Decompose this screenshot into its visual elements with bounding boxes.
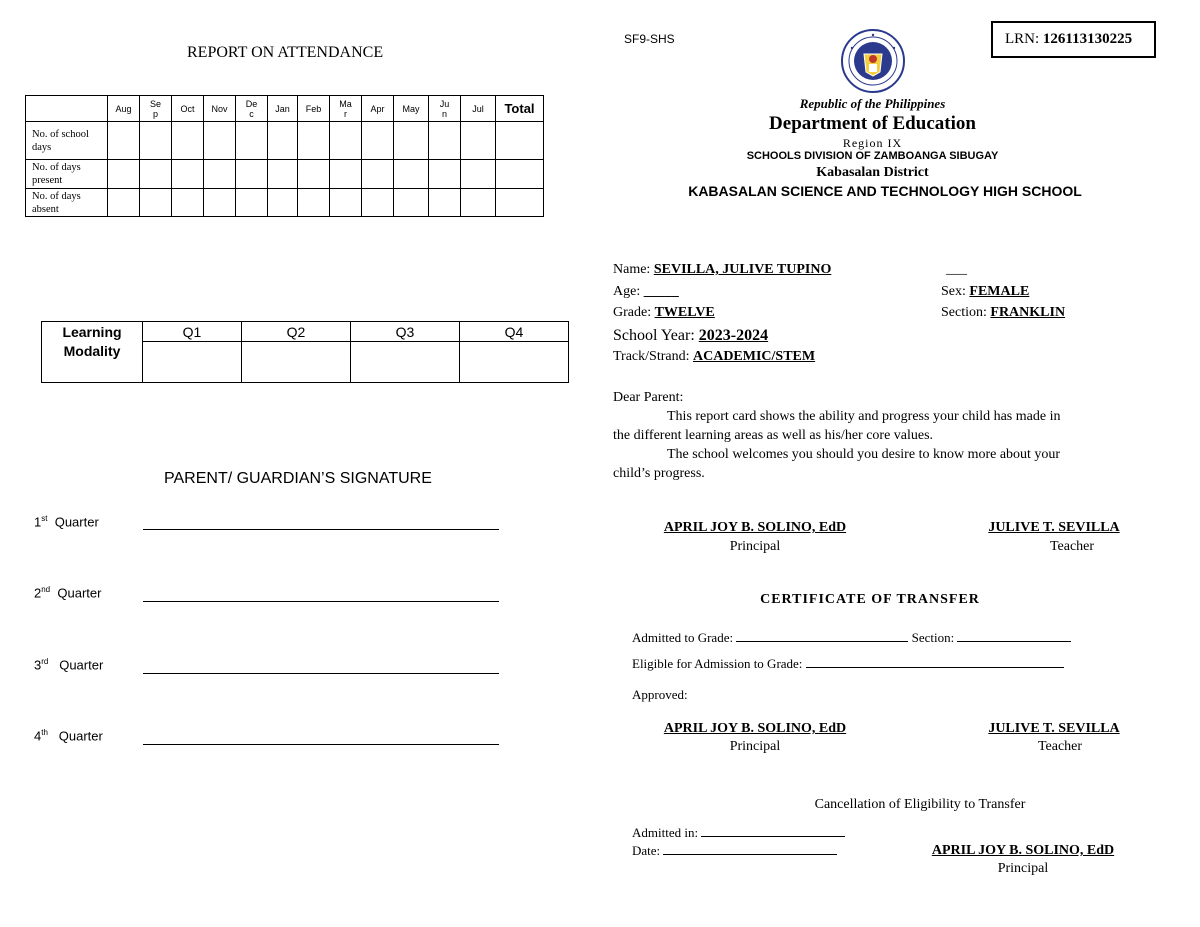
quarter-header: Q1: [143, 322, 242, 342]
month-header: Ju n: [429, 96, 461, 122]
quarter-label-1: 1st Quarter: [34, 514, 99, 530]
teacher-name: JULIVE T. SEVILLA: [988, 520, 1120, 535]
lrn-value: 126113130225: [1042, 31, 1133, 47]
approved-label: Approved:: [632, 687, 688, 702]
learning-modality-table: [41, 321, 569, 383]
modality-cell: [460, 342, 569, 383]
age-value: _____: [643, 284, 679, 299]
republic-line: Republic of the Philippines: [799, 96, 946, 111]
section-row: Section: FRANKLIN: [941, 305, 1066, 320]
certificate-title: CERTIFICATE OF TRANSFER: [760, 592, 980, 607]
section-blank[interactable]: [957, 641, 1071, 642]
grade-value: TWELVE: [654, 305, 715, 320]
track-row: Track/Strand: ACADEMIC/STEM: [613, 349, 816, 364]
quarter-label-4: 4th Quarter: [34, 728, 103, 744]
form-code: SF9-SHS: [624, 32, 675, 46]
month-header: May: [394, 96, 429, 122]
principal-name-2: APRIL JOY B. SOLINO, EdD: [663, 721, 847, 736]
admitted-grade-blank[interactable]: [736, 641, 908, 642]
quarter-header: Q3: [351, 322, 460, 342]
date-row: Date:: [632, 843, 837, 859]
name-row: Name: SEVILLA, JULIVE TUPINO: [613, 262, 832, 277]
division-line: SCHOOLS DIVISION OF ZAMBOANGA SIBUGAY: [746, 150, 999, 162]
track-value: ACADEMIC/STEM: [692, 349, 816, 364]
dear-parent: Dear Parent:: [613, 390, 684, 405]
paragraph-2-line-1: The school welcomes you should you desire to know more about your: [667, 447, 1061, 462]
principal-title-3: Principal: [997, 861, 1049, 876]
month-header: Nov: [204, 96, 236, 122]
teacher-title-2: Teacher: [1037, 739, 1083, 754]
principal-title-2: Principal: [729, 739, 781, 754]
admitted-in-row: Admitted in:: [632, 825, 845, 841]
sex-row: Sex: FEMALE: [941, 284, 1030, 299]
school-year-row: School Year: 2023-2024: [613, 327, 769, 344]
student-name: SEVILLA, JULIVE TUPINO: [653, 262, 832, 277]
row-label: No. of school days: [26, 122, 108, 160]
total-header: Total: [496, 96, 544, 122]
principal-name: APRIL JOY B. SOLINO, EdD: [663, 520, 847, 535]
department-line: Department of Education: [769, 113, 976, 134]
month-header: Se p: [140, 96, 172, 122]
modality-cell: [242, 342, 351, 383]
month-header: De c: [236, 96, 268, 122]
paragraph-1-line-1: This report card shows the ability and progress your child has made in: [667, 409, 1061, 424]
row-label: No. of days absent: [26, 189, 108, 217]
principal-name-3: APRIL JOY B. SOLINO, EdD: [931, 843, 1115, 858]
quarter-label-2: 2nd Quarter: [34, 585, 102, 601]
month-header: Jul: [461, 96, 496, 122]
teacher-title: Teacher: [1049, 539, 1095, 554]
region-line: Region IX: [842, 136, 903, 150]
admitted-grade-row: Admitted to Grade: Section:: [632, 630, 1071, 646]
table-row: [26, 122, 544, 160]
date-blank[interactable]: [663, 854, 837, 855]
month-header: Ma r: [330, 96, 362, 122]
quarter-label-3: 3rd Quarter: [34, 657, 104, 673]
eligible-row: Eligible for Admission to Grade:: [632, 656, 1064, 672]
row-label: No. of days present: [26, 160, 108, 189]
signature-line-2[interactable]: [143, 587, 499, 602]
admitted-in-blank[interactable]: [701, 836, 845, 837]
section-value: FRANKLIN: [990, 305, 1066, 320]
modality-cell: [143, 342, 242, 383]
month-header: Aug: [108, 96, 140, 122]
deped-seal-icon: [840, 28, 906, 94]
quarter-header: Q4: [460, 322, 569, 342]
month-header: Apr: [362, 96, 394, 122]
signature-line-1[interactable]: [143, 515, 499, 530]
school-year-value: 2023-2024: [698, 327, 769, 344]
sex-value: FEMALE: [969, 284, 1030, 299]
table-row: [26, 160, 544, 189]
eligible-blank[interactable]: [806, 667, 1064, 668]
month-header: Feb: [298, 96, 330, 122]
signature-line-3[interactable]: [143, 659, 499, 674]
cancellation-title: Cancellation of Eligibility to Transfer: [814, 797, 1026, 812]
paragraph-2-line-2: child’s progress.: [613, 466, 705, 481]
lrn-box: LRN: 126113130225: [991, 21, 1156, 58]
age-row: Age: _____: [613, 284, 679, 299]
attendance-table: [25, 95, 544, 217]
district-line: Kabasalan District: [816, 165, 929, 180]
principal-title: Principal: [729, 539, 781, 554]
month-header: Jan: [268, 96, 298, 122]
header-blank-cell: [26, 96, 108, 122]
signature-line-4[interactable]: [143, 730, 499, 745]
month-header: Oct: [172, 96, 204, 122]
table-row: [26, 189, 544, 217]
modality-cell: [351, 342, 460, 383]
signature-title: PARENT/ GUARDIAN’S SIGNATURE: [164, 470, 432, 487]
teacher-name-2: JULIVE T. SEVILLA: [988, 721, 1120, 736]
quarter-header: Q2: [242, 322, 351, 342]
modality-label: Learning Modality: [42, 322, 143, 383]
attendance-title: REPORT ON ATTENDANCE: [187, 44, 384, 61]
grade-row: Grade: TWELVE: [613, 305, 715, 320]
name-trail: ___: [946, 262, 967, 277]
paragraph-1-line-2: the different learning areas as well as his/her core values.: [613, 428, 934, 443]
school-name: KABASALAN SCIENCE AND TECHNOLOGY HIGH SCHOOL: [688, 183, 1082, 199]
